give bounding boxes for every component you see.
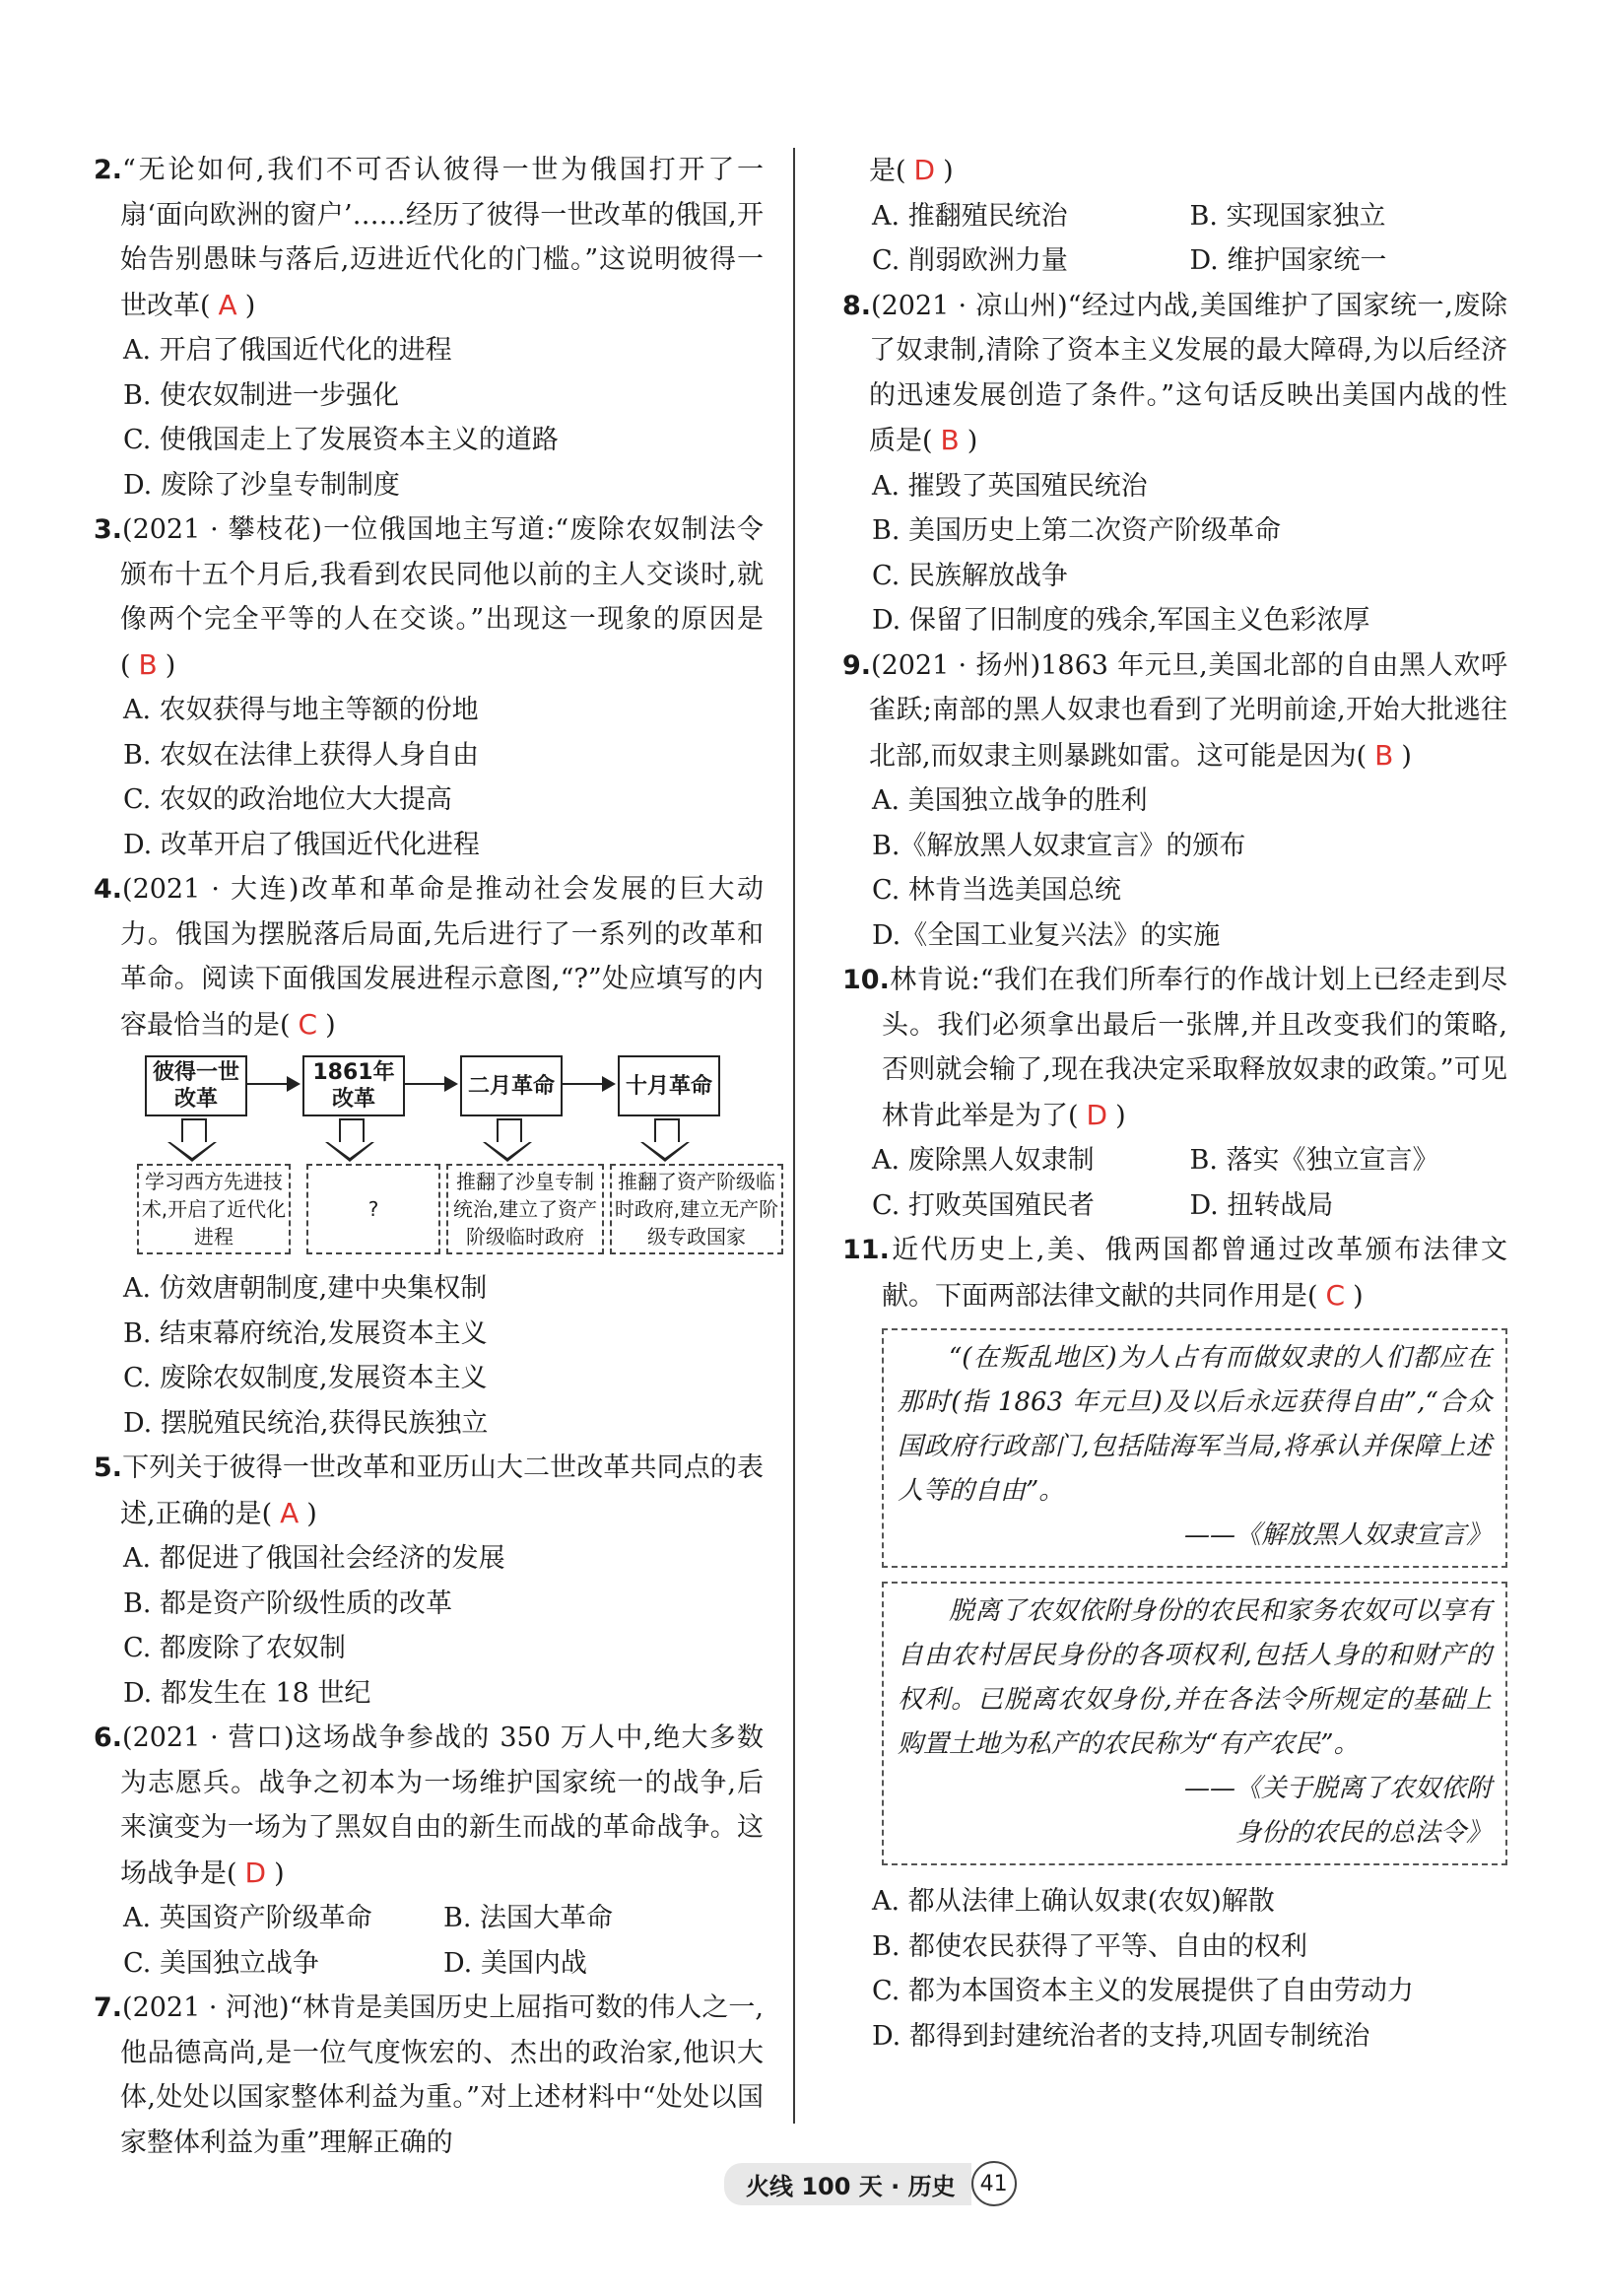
stage-box: 彼得一世改革 [145,1055,247,1116]
option: D. 维护国家统一 [1189,245,1387,276]
answer-mark: C [298,1007,318,1041]
down-arrow-icon [181,1118,207,1144]
option: B. 农奴在法律上获得人身自由 [123,739,480,771]
quote-emancipation-statute [882,1582,1507,1865]
question-stem: (2021 · 河池)“林肯是美国历史上屈指可数的伟人之一,他品德高尚,是一位气度恢宏的、杰出的政治家,他识大体,处处以国家整体利益为重。”对上述材料中“处处以国家整体利益为重”理解正确的 [120,1992,764,2158]
answer-mark: B [138,647,158,681]
answer-mark: D [1086,1098,1108,1131]
column-divider [793,148,795,2124]
option: A. 农奴获得与地主等额的份地 [123,695,479,725]
option: D. 美国内战 [443,1947,587,1979]
result-box: 推翻了沙皇专制统治,建立了资产阶级临时政府 [446,1164,604,1254]
right-arrow-icon [405,1083,456,1085]
answer-mark: D [244,1856,267,1889]
option: C. 林肯当选美国总统 [872,875,1121,906]
question-10: 10.林肯说:“我们在我们所奉行的作战计划上已经走到尽头。我们必须拿出最后一张牌,并且改变我们的策略,否则就会输了,现在我决定采取释放奴隶的政策。”可见林肯此举是为了( D ) [842,965,1507,1131]
option: D. 改革开启了俄国近代化进程 [123,829,480,860]
option: D. 摆脱殖民统治,获得民族独立 [123,1407,489,1439]
option: C. 美国独立战争 [123,1947,319,1979]
question-stem: 近代历史上,美、俄两国都曾通过改革颁布法律文献。下面两部法律文献的共同作用是( [882,1235,1507,1312]
page-number: 41 [971,2161,1017,2206]
left-column [94,148,779,2165]
option: D. 都得到封建统治者的支持,巩固专制统治 [872,2020,1370,2052]
answer-mark: A [218,288,237,321]
option: A. 都促进了俄国社会经济的发展 [123,1543,505,1574]
question-stem: “无论如何,我们不可否认彼得一世为俄国打开了一扇‘面向欧洲的窗户’……经历了彼得一世改革的俄国,开始告别愚昧与落后,迈进近代化的门槛。”这说明彼得一世改革( [120,155,764,321]
question-8: 8.(2021 · 凉山州)“经过内战,美国维护了国家统一,废除了奴隶制,清除了资本主义发展的最大障碍,为以后经济的迅速发展创造了条件。”这句话反映出美国内战的性质是( B ) [842,290,1507,456]
right-column [842,148,1507,2059]
option: A. 英国资产阶级革命 [123,1903,372,1933]
question-stem: (2021 · 大连)改革和革命是推动社会发展的巨大动力。俄国为摆脱落后局面,先后进行了一系列的改革和革命。阅读下面俄国发展进程示意图,“?”处应填写的内容最恰当的是( [120,874,764,1041]
option-row [842,1183,1507,1229]
page-footer [724,2163,1017,2204]
quote-text: “(在叛乱地区)为人占有而做奴隶的人们都应在那时(指 1863 年元旦)及以后永远获得自由”,“合众国政府行政部门,包括陆海军当局,将承认并保障上述人等的自由”。 [898,1343,1492,1506]
result-box: 学习西方先进技术,开启了近代化进程 [137,1164,291,1254]
question-stem: (2021 · 攀枝花)一位俄国地主写道:“废除农奴制法令颁布十五个月后,我看到农民同他以前的主人交谈时,就像两个完全平等的人在交谈。”出现这一现象的原因是( [120,514,764,681]
answer-mark: D [913,154,936,186]
option: D. 废除了沙皇专制制度 [123,469,400,501]
option: D.《全国工业复兴法》的实施 [872,919,1221,951]
option: B. 法国大革命 [443,1903,614,1933]
option: D. 保留了旧制度的残余,军国主义色彩浓厚 [872,605,1370,636]
option-row [842,1138,1507,1183]
quote-text: 脱离了农奴依附身份的农民和家务农奴可以享有自由农村居民身份的各项权利,包括人身的和财产的权利。已脱离农奴身份,并在各法令所规定的基础上购置土地为私产的农民称为“有产农民”。 [898,1596,1492,1759]
question-11: 11.近代历史上,美、俄两国都曾通过改革颁布法律文献。下面两部法律文献的共同作用是( C ) [842,1235,1507,1312]
question-stem: (2021 · 营口)这场战争参战的 350 万人中,绝大多数为志愿兵。战争之初本为一场维护国家统一的战争,后来演变为一场为了黑奴自由的新生而战的革命战争。这场战争是( [120,1722,764,1889]
option: A. 仿效唐朝制度,建中央集权制 [123,1273,488,1304]
question-3: 3.(2021 · 攀枝花)一位俄国地主写道:“废除农奴制法令颁布十五个月后,我看到农民同他以前的主人交谈时,就像两个完全平等的人在交谈。”出现这一现象的原因是( B ) [94,514,764,681]
option: B. 实现国家独立 [1189,200,1386,232]
option: C. 民族解放战争 [872,560,1068,591]
option: D. 都发生在 18 世纪 [123,1677,371,1709]
stage-box: 二月革命 [460,1055,563,1116]
question-7: 7.(2021 · 河池)“林肯是美国历史上屈指可数的伟人之一,他品德高尚,是一位气度恢宏的、杰出的政治家,他识大体,处处以国家整体利益为重。”对上述材料中“处处以国家整体利益为重”理解正确的 [94,1992,764,2158]
option: A. 都从法律上确认奴隶(农奴)解散 [872,1886,1275,1917]
question-5: 5.下列关于彼得一世改革和亚历山大二世改革共同点的表述,正确的是( A ) [94,1452,764,1529]
option: B.《解放黑人奴隶宣言》的颁布 [872,830,1246,861]
question-6: 6.(2021 · 营口)这场战争参战的 350 万人中,绝大多数为志愿兵。战争之初本为一场维护国家统一的战争,后来演变为一场为了黑奴自由的新生而战的革命战争。这场战争是( D ) [94,1722,764,1889]
option-row [842,194,1507,239]
russia-development-diagram [141,1055,779,1262]
book-title: 火线 100 天 · 历史 [724,2163,971,2205]
option: C. 都废除了农奴制 [123,1633,346,1663]
option: B. 结束幕府统治,发展资本主义 [123,1317,488,1349]
option: B. 使农奴制进一步强化 [123,379,400,411]
option-row [94,1941,764,1987]
stage-box: 1861年改革 [302,1055,405,1116]
answer-mark: C [1325,1278,1346,1312]
option-row [842,238,1507,284]
option: A. 摧毁了英国殖民统治 [872,470,1148,502]
down-arrow-icon [339,1118,365,1144]
question-stem: 下列关于彼得一世改革和亚历山大二世改革共同点的表述,正确的是( [120,1452,764,1529]
option: A. 废除黑人奴隶制 [872,1145,1095,1176]
option: C. 农奴的政治地位大大提高 [123,784,452,815]
option: A. 开启了俄国近代化的进程 [123,335,452,366]
question-stem: (2021 · 凉山州)“经过内战,美国维护了国家统一,废除了奴隶制,清除了资本主义发展的最大障碍,为以后经济的迅速发展创造了条件。”这句话反映出美国内战的性质是( [869,290,1507,456]
option: C. 都为本国资本主义的发展提供了自由劳动力 [872,1976,1414,2006]
question-7-continued: 是( D ) [869,154,954,186]
answer-mark: B [1374,738,1394,772]
stage-box: 十月革命 [618,1055,720,1116]
option: A. 推翻殖民统治 [872,200,1068,232]
option: C. 废除农奴制度,发展资本主义 [123,1363,488,1393]
result-box: ? [306,1164,440,1254]
right-arrow-icon [563,1083,614,1085]
right-arrow-icon [247,1083,299,1085]
option: B. 落实《独立宣言》 [1189,1145,1439,1176]
down-arrow-icon [654,1118,680,1144]
result-box: 推翻了资产阶级临时政府,建立无产阶级专政国家 [610,1164,783,1254]
quote-source: 身份的农民的总法令》 [1234,1818,1492,1848]
question-stem: (2021 · 扬州)1863 年元旦,美国北部的自由黑人欢呼雀跃;南部的黑人奴隶也看到了光明前途,开始大批逃往北部,而奴隶主则暴跳如雷。这可能是因为( [869,649,1507,772]
option: D. 扭转战局 [1189,1189,1334,1221]
option: C. 削弱欧洲力量 [872,245,1068,276]
option: B. 都使农民获得了平等、自由的权利 [872,1930,1308,1962]
option: C. 使俄国走上了发展资本主义的道路 [123,425,559,455]
option: C. 打败英国殖民者 [872,1189,1095,1221]
answer-mark: A [280,1496,300,1529]
question-stem: 林肯说:“我们在我们所奉行的作战计划上已经走到尽头。我们必须拿出最后一张牌,并且改变我们的策略,否则就会输了,现在我决定采取释放奴隶的政策。”可见林肯此举是为了( [882,965,1507,1131]
option: A. 美国独立战争的胜利 [872,785,1148,816]
option: B. 美国历史上第二次资产阶级革命 [872,515,1282,546]
question-2: 2.“无论如何,我们不可否认彼得一世为俄国打开了一扇‘面向欧洲的窗户’……经历了彼得一世改革的俄国,开始告别愚昧与落后,迈进近代化的门槛。”这说明彼得一世改革( A ) [94,155,764,321]
answer-mark: B [940,424,960,456]
option-row [94,1896,764,1941]
question-4: 4.(2021 · 大连)改革和革命是推动社会发展的巨大动力。俄国为摆脱落后局面,先后进行了一系列的改革和革命。阅读下面俄国发展进程示意图,“?”处应填写的内容最恰当的是( C ) [94,874,764,1041]
down-arrow-icon [497,1118,522,1144]
quote-emancipation-proclamation [882,1328,1507,1568]
quote-source: ——《关于脱离了农奴依附 [1183,1774,1492,1803]
option: B. 都是资产阶级性质的改革 [123,1587,453,1619]
quote-source: ——《解放黑人奴隶宣言》 [1183,1520,1492,1550]
question-9: 9.(2021 · 扬州)1863 年元旦,美国北部的自由黑人欢呼雀跃;南部的黑人奴隶也看到了光明前途,开始大批逃往北部,而奴隶主则暴跳如雷。这可能是因为( B ) [842,649,1507,772]
